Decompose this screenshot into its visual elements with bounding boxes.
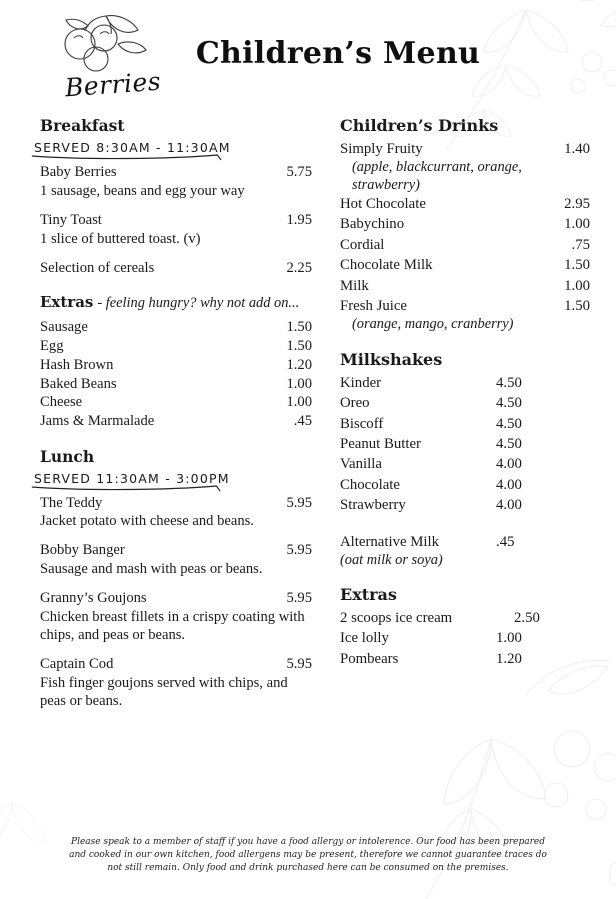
brand-name: Berries <box>63 66 162 103</box>
item-description: 1 slice of buttered toast. (v) <box>40 230 201 247</box>
breakfast-served-text: SERVED 8:30AM - 11:30AM <box>34 140 231 155</box>
item-price: 5.95 <box>286 590 312 607</box>
menu-column-right <box>340 116 590 711</box>
item-name: Simply Fruity <box>340 141 423 157</box>
menu-item-row <box>40 163 312 182</box>
item-name: Kinder <box>340 374 382 391</box>
breakfast-served-time <box>34 140 231 157</box>
item-price: 1.50 <box>564 257 590 274</box>
breakfast-items <box>40 163 312 277</box>
item-price: 1.00 <box>564 216 590 233</box>
item-price: 2.50 <box>514 609 540 626</box>
item-name: Oreo <box>340 395 370 412</box>
menu-item-row <box>340 414 590 434</box>
item-name: Babychino <box>340 216 405 233</box>
item-name: Chocolate Milk <box>340 257 433 274</box>
menu-item-row <box>340 475 590 495</box>
item-description: Chicken breast fillets in a crispy coating with chips, and peas or beans. <box>40 609 305 644</box>
item-price: 4.50 <box>496 415 522 432</box>
menu-item-row <box>340 454 590 474</box>
menu-item-row <box>40 541 312 560</box>
item-price: 1.95 <box>286 211 312 228</box>
item-name: Fresh Juice <box>340 298 407 314</box>
item-name: Chocolate <box>340 476 400 493</box>
menu-item-row <box>40 494 312 513</box>
item-name: Alternative Milk <box>340 533 440 550</box>
item-price: .45 <box>293 412 312 429</box>
hand-underline-icon <box>30 153 227 161</box>
extras-heading-line <box>40 293 312 312</box>
page-title: Children’s Menu <box>195 36 481 71</box>
item-price: 4.00 <box>496 476 522 493</box>
item-price: 2.25 <box>286 259 312 276</box>
menu-columns <box>26 116 590 711</box>
item-name: Ice lolly <box>340 630 389 647</box>
item-name: The Teddy <box>40 494 103 511</box>
item-name: Peanut Butter <box>340 435 421 452</box>
menu-item-row <box>340 628 590 648</box>
item-price: 1.00 <box>286 375 312 392</box>
menu-item-row <box>40 412 312 431</box>
item-subnote: (orange, mango, cranberry) <box>352 316 514 333</box>
item-name: Cheese <box>40 394 83 411</box>
section-heading-drinks: Children’s Drinks <box>340 116 499 135</box>
allergy-disclaimer: Please speak to a member of staff if you have a food allergy or intolerence. Our food has been prepared and cooked in our own kitchen, food allergens may be present, therefore we cannot guarantee traces do not still remain. Only food and drink purchased here can be consumed on the premises. <box>69 836 547 873</box>
item-name: Vanilla <box>340 456 382 473</box>
item-price: 1.20 <box>286 356 312 373</box>
lunch-served-text: SERVED 11:30AM - 3:00PM <box>34 470 230 486</box>
menu-item-row <box>340 296 590 316</box>
menu-item-row <box>40 211 312 230</box>
hand-underline-icon <box>30 484 226 492</box>
lunch-items <box>40 494 312 711</box>
menu-item-row <box>340 495 590 515</box>
item-name: Captain Cod <box>40 656 114 673</box>
item-name: Selection of cereals <box>40 259 155 276</box>
item-name: Biscoff <box>340 415 384 432</box>
item-name: Baby Berries <box>40 164 117 180</box>
menu-item-row <box>340 393 590 413</box>
menu-item-row <box>40 589 312 608</box>
item-name: Hot Chocolate <box>340 195 426 212</box>
menu-item-row <box>40 393 312 412</box>
drinks-items <box>340 139 590 334</box>
menu-item-row <box>340 235 590 255</box>
section-heading-lunch: Lunch <box>40 446 95 466</box>
menu-item-row <box>40 655 312 674</box>
menu-column-left <box>26 116 312 711</box>
lunch-served-time <box>34 471 230 488</box>
item-price: 1.00 <box>286 394 312 411</box>
item-price: 1.40 <box>564 141 590 157</box>
item-price: 5.95 <box>286 542 312 559</box>
item-name: Granny’s Goujons <box>40 590 147 607</box>
item-price: 5.95 <box>286 494 312 511</box>
alternative-milk-block <box>340 532 590 569</box>
section-heading-extras-left: Extras <box>40 293 94 312</box>
item-price: 1.20 <box>496 650 522 667</box>
menu-item-row <box>340 255 590 275</box>
item-description: Sausage and mash with peas or beans. <box>40 561 263 578</box>
extras-note: - feeling hungry? why not add on... <box>97 295 300 312</box>
menu-header <box>26 14 590 110</box>
menu-item-row <box>340 532 590 552</box>
menu-item-row <box>340 194 590 214</box>
menu-item-row <box>340 373 590 393</box>
menu-item-row <box>40 337 312 356</box>
item-name: Cordial <box>340 236 385 253</box>
item-price: 4.50 <box>496 374 522 391</box>
section-heading-breakfast: Breakfast <box>40 116 125 135</box>
item-price: 4.50 <box>496 395 522 412</box>
item-price: 5.95 <box>286 656 312 673</box>
item-price: 4.00 <box>496 456 522 473</box>
item-price: 2.95 <box>564 195 590 212</box>
item-price: 1.50 <box>286 319 312 336</box>
item-description: 1 sausage, beans and egg your way <box>40 182 245 199</box>
item-price: 4.00 <box>496 497 522 514</box>
milkshake-items <box>340 373 590 516</box>
menu-item-row <box>40 318 312 337</box>
item-name: Baked Beans <box>40 375 117 392</box>
menu-item-row <box>340 214 590 234</box>
item-name: Hash Brown <box>40 356 114 373</box>
item-price: 1.50 <box>564 298 590 314</box>
menu-item-row <box>40 356 312 375</box>
item-name: Egg <box>40 338 64 355</box>
item-name: Milk <box>340 277 369 294</box>
item-description: Jacket potato with cheese and beans. <box>40 513 254 530</box>
item-description: Fish finger goujons served with chips, and peas or beans. <box>40 675 288 710</box>
menu-item-row <box>340 139 590 159</box>
item-subnote: (apple, blackcurrant, orange, strawberry) <box>352 159 522 193</box>
item-name: 2 scoops ice cream <box>340 609 453 626</box>
menu-item-row <box>40 375 312 394</box>
item-price: 1.00 <box>564 277 590 294</box>
item-price: 5.75 <box>286 164 312 180</box>
item-price: .45 <box>496 533 515 550</box>
menu-item-row <box>340 608 590 628</box>
section-heading-extras-right: Extras <box>340 584 397 604</box>
item-price: .75 <box>571 236 590 253</box>
item-price: 4.50 <box>496 435 522 452</box>
menu-item-row <box>340 434 590 454</box>
extras-breakfast-block <box>40 293 312 430</box>
section-heading-milkshakes: Milkshakes <box>340 349 443 369</box>
menu-item-row <box>40 259 312 278</box>
item-price: 1.00 <box>496 630 522 647</box>
menu-item-row <box>340 649 590 669</box>
item-name: Sausage <box>40 319 88 336</box>
extras-right-items <box>340 608 590 669</box>
item-name: Pombears <box>340 650 399 667</box>
item-subnote: (oat milk or soya) <box>340 551 443 568</box>
item-name: Strawberry <box>340 497 406 514</box>
item-price: 1.50 <box>286 338 312 355</box>
item-name: Jams & Marmalade <box>40 412 155 429</box>
item-name: Tiny Toast <box>40 211 102 228</box>
menu-item-row <box>340 276 590 296</box>
item-name: Bobby Banger <box>40 542 125 559</box>
